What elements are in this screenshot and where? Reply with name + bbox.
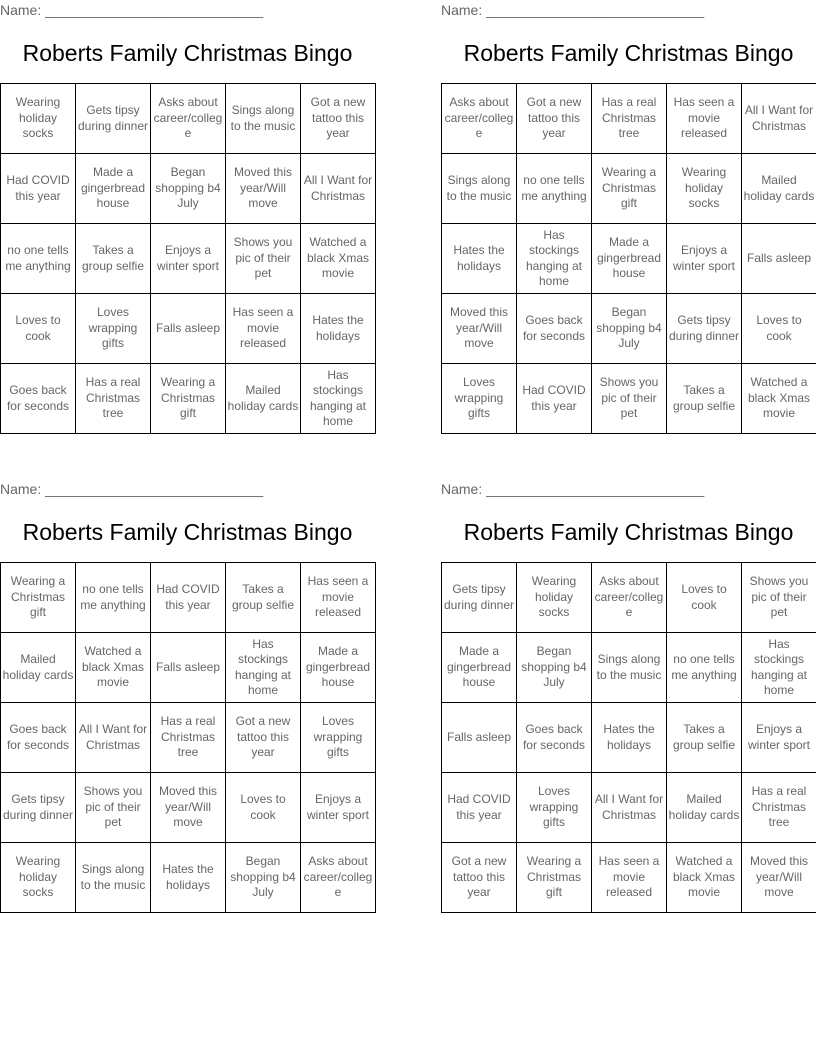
bingo-cell-text: Shows you pic of their pet: [83, 784, 143, 830]
bingo-cell-text: Shows you pic of their pet: [233, 235, 293, 281]
name-field-label: Name: ____________________________: [0, 481, 264, 497]
bingo-cell: [442, 294, 517, 364]
bingo-cell-text: Asks about career/college: [303, 854, 373, 900]
bingo-cell: [517, 84, 592, 154]
bingo-cell-text: Hates the holidays: [162, 862, 214, 892]
bingo-cell-text: Made a gingerbread house: [305, 644, 371, 690]
bingo-cell: [226, 563, 301, 633]
bingo-cell-text: Has a real Christmas tree: [601, 95, 657, 141]
bingo-cell: [76, 84, 151, 154]
bingo-cell: [442, 843, 517, 913]
bingo-cell: [76, 224, 151, 294]
bingo-cell-text: Enjoys a winter sport: [747, 722, 811, 752]
bingo-cell: [1, 773, 76, 843]
bingo-cell-text: Shows you pic of their pet: [749, 574, 809, 620]
bingo-cell-text: Hates the holidays: [453, 243, 505, 273]
bingo-cell-text: Mailed holiday cards: [227, 383, 299, 413]
bingo-cell: [592, 84, 667, 154]
bingo-cell: [517, 224, 592, 294]
bingo-cell-text: no one tells me anything: [5, 243, 71, 273]
bingo-cell-text: Has seen a movie released: [307, 574, 369, 620]
bingo-cell-text: Takes a group selfie: [231, 582, 295, 612]
bingo-cell-text: All I Want for Christmas: [78, 722, 148, 752]
bingo-cell-text: Gets tipsy during dinner: [668, 313, 740, 343]
bingo-cell: [742, 294, 816, 364]
bingo-cell-text: Takes a group selfie: [81, 243, 145, 273]
bingo-cell-text: Began shopping b4 July: [155, 165, 221, 211]
bingo-cell: [226, 633, 301, 703]
bingo-cell-text: Has stockings hanging at home: [750, 636, 808, 697]
bingo-cell: [76, 703, 151, 773]
bingo-cell: [742, 364, 816, 434]
bingo-cell: [517, 773, 592, 843]
bingo-cell: [592, 154, 667, 224]
bingo-cell: [226, 224, 301, 294]
bingo-cell: [592, 364, 667, 434]
bingo-cell: [76, 563, 151, 633]
bingo-cell-text: Has a real Christmas tree: [85, 375, 141, 421]
bingo-cell: [742, 633, 816, 703]
bingo-cell-text: Wearing holiday socks: [531, 574, 577, 620]
bingo-cell: [1, 703, 76, 773]
bingo-cell-text: Enjoys a winter sport: [306, 792, 370, 822]
bingo-cell: [442, 84, 517, 154]
bingo-cell: [742, 703, 816, 773]
bingo-grid: [441, 562, 816, 913]
bingo-cell: [742, 563, 816, 633]
bingo-cell-text: All I Want for Christmas: [303, 173, 373, 203]
bingo-cell-text: Takes a group selfie: [672, 383, 736, 413]
bingo-cell: [517, 633, 592, 703]
bingo-cell-text: Falls asleep: [155, 659, 221, 674]
bingo-cell: [592, 843, 667, 913]
bingo-cell: [667, 633, 742, 703]
bingo-cell-text: Goes back for seconds: [522, 313, 586, 343]
bingo-cell-text: Has seen a movie released: [673, 95, 735, 141]
bingo-cell-text: Sings along to the music: [230, 103, 296, 133]
bingo-cell: [592, 633, 667, 703]
bingo-cell: [517, 703, 592, 773]
bingo-cell-text: Loves to cook: [240, 792, 286, 822]
bingo-cell: [1, 84, 76, 154]
bingo-cell-text: Had COVID this year: [522, 383, 586, 413]
bingo-cell-text: Sings along to the music: [596, 652, 662, 682]
bingo-cell-text: All I Want for Christmas: [594, 792, 664, 822]
bingo-cell-text: Wearing holiday socks: [15, 95, 61, 141]
bingo-cell: [226, 843, 301, 913]
bingo-cell-text: Enjoys a winter sport: [672, 243, 736, 273]
bingo-cell: [667, 843, 742, 913]
bingo-cell-text: Asks about career/college: [153, 95, 223, 141]
card-title: Roberts Family Christmas Bingo: [22, 519, 353, 545]
bingo-cell-text: Loves wrapping gifts: [529, 784, 579, 830]
bingo-cell: [226, 364, 301, 434]
bingo-cell-text: Got a new tattoo this year: [526, 95, 582, 141]
bingo-cell-text: Began shopping b4 July: [596, 305, 662, 351]
bingo-cell: [517, 154, 592, 224]
bingo-cell-text: Had COVID this year: [6, 173, 70, 203]
bingo-cell: [667, 364, 742, 434]
bingo-cell-text: Has a real Christmas tree: [751, 784, 807, 830]
bingo-cell-text: Goes back for seconds: [6, 383, 70, 413]
bingo-cell: [151, 633, 226, 703]
bingo-cell: [301, 773, 376, 843]
bingo-cell-text: All I Want for Christmas: [744, 103, 814, 133]
bingo-cell: [742, 843, 816, 913]
bingo-cell: [742, 224, 816, 294]
bingo-cell: [301, 843, 376, 913]
bingo-cell: [151, 224, 226, 294]
bingo-cell: [742, 154, 816, 224]
bingo-cell-text: Shows you pic of their pet: [599, 375, 659, 421]
bingo-cell: [301, 154, 376, 224]
name-field-label: Name: ____________________________: [441, 481, 705, 497]
card-title: Roberts Family Christmas Bingo: [463, 40, 794, 66]
bingo-cell: [76, 364, 151, 434]
bingo-cell-text: Made a gingerbread house: [80, 165, 146, 211]
bingo-cell: [301, 703, 376, 773]
bingo-cell: [76, 294, 151, 364]
bingo-cell: [667, 563, 742, 633]
bingo-cell: [76, 843, 151, 913]
bingo-cell-text: Asks about career/college: [594, 574, 664, 620]
bingo-cell-text: Got a new tattoo this year: [235, 714, 291, 760]
bingo-cell-text: no one tells me anything: [80, 582, 146, 612]
bingo-cell: [517, 563, 592, 633]
bingo-cell: [667, 154, 742, 224]
bingo-cell: [301, 294, 376, 364]
card-title: Roberts Family Christmas Bingo: [463, 519, 794, 545]
bingo-cell: [151, 563, 226, 633]
bingo-cell-text: Made a gingerbread house: [446, 644, 512, 690]
bingo-cell: [592, 773, 667, 843]
bingo-cell-text: no one tells me anything: [671, 652, 737, 682]
bingo-cell-text: Hates the holidays: [603, 722, 655, 752]
bingo-cell: [1, 154, 76, 224]
bingo-cell-text: Had COVID this year: [447, 792, 511, 822]
bingo-cell-text: Had COVID this year: [156, 582, 220, 612]
bingo-cell: [151, 364, 226, 434]
bingo-cell-text: Wearing a Christmas gift: [160, 375, 216, 421]
bingo-cell: [592, 294, 667, 364]
bingo-cell-text: Watched a black Xmas movie: [672, 854, 736, 900]
bingo-cell-text: Gets tipsy during dinner: [77, 103, 149, 133]
bingo-cell: [667, 773, 742, 843]
bingo-cell-text: Wearing a Christmas gift: [601, 165, 657, 211]
bingo-cell: [592, 224, 667, 294]
bingo-cell-text: Has stockings hanging at home: [525, 227, 583, 288]
bingo-cell-text: Loves wrapping gifts: [313, 714, 363, 760]
bingo-cell-text: no one tells me anything: [521, 173, 587, 203]
bingo-cell: [1, 294, 76, 364]
bingo-cell: [151, 84, 226, 154]
bingo-cell: [442, 154, 517, 224]
bingo-cell-text: Began shopping b4 July: [521, 644, 587, 690]
bingo-cell: [667, 84, 742, 154]
bingo-cell-text: Wearing a Christmas gift: [526, 854, 582, 900]
bingo-cell: [592, 703, 667, 773]
bingo-cell-text: Hates the holidays: [312, 313, 364, 343]
bingo-cell: [1, 633, 76, 703]
bingo-cell: [1, 364, 76, 434]
bingo-cell: [442, 364, 517, 434]
bingo-grid: [441, 83, 816, 434]
bingo-cell-text: Loves wrapping gifts: [454, 375, 504, 421]
bingo-cell: [226, 84, 301, 154]
bingo-cell-text: Has a real Christmas tree: [160, 714, 216, 760]
bingo-cell: [1, 563, 76, 633]
bingo-cell-text: Moved this year/Will move: [233, 165, 293, 211]
bingo-cell: [742, 773, 816, 843]
bingo-cell-text: Loves wrapping gifts: [88, 305, 138, 351]
bingo-cell-text: Moved this year/Will move: [449, 305, 509, 351]
bingo-cell: [742, 84, 816, 154]
bingo-cell-text: Mailed holiday cards: [668, 792, 740, 822]
bingo-cell-text: Loves to cook: [681, 582, 727, 612]
bingo-cell-text: Moved this year/Will move: [749, 854, 809, 900]
bingo-cell: [151, 843, 226, 913]
bingo-cell: [226, 773, 301, 843]
bingo-grid: [0, 83, 376, 434]
name-field-label: Name: ____________________________: [0, 2, 264, 18]
bingo-cell-text: Made a gingerbread house: [596, 235, 662, 281]
bingo-cell-text: Takes a group selfie: [672, 722, 736, 752]
bingo-cell: [226, 154, 301, 224]
bingo-cell-text: Falls asleep: [746, 250, 812, 265]
bingo-cell-text: Watched a black Xmas movie: [81, 644, 145, 690]
bingo-cell-text: Watched a black Xmas movie: [747, 375, 811, 421]
bingo-cell-text: Wearing holiday socks: [681, 165, 727, 211]
bingo-cell-text: Loves to cook: [756, 313, 802, 343]
bingo-cell: [442, 224, 517, 294]
bingo-cell: [517, 843, 592, 913]
bingo-cell-text: Loves to cook: [15, 313, 61, 343]
name-field-label: Name: ____________________________: [441, 2, 705, 18]
bingo-cell: [667, 703, 742, 773]
bingo-cell-text: Has seen a movie released: [232, 305, 294, 351]
bingo-cell-text: Watched a black Xmas movie: [306, 235, 370, 281]
bingo-cell-text: Has stockings hanging at home: [234, 636, 292, 697]
bingo-cell: [301, 633, 376, 703]
bingo-cell: [301, 563, 376, 633]
bingo-cell-text: Began shopping b4 July: [230, 854, 296, 900]
bingo-cell-text: Asks about career/college: [444, 95, 514, 141]
bingo-cell-text: Gets tipsy during dinner: [443, 582, 515, 612]
bingo-cell: [442, 633, 517, 703]
bingo-cell: [76, 773, 151, 843]
bingo-cell-text: Enjoys a winter sport: [156, 243, 220, 273]
bingo-cell: [442, 773, 517, 843]
bingo-cell: [151, 294, 226, 364]
bingo-cell: [76, 154, 151, 224]
bingo-cell: [442, 563, 517, 633]
bingo-cell-text: Got a new tattoo this year: [310, 95, 366, 141]
bingo-grid: [0, 562, 376, 913]
bingo-cell-text: Mailed holiday cards: [743, 173, 815, 203]
bingo-cell: [442, 703, 517, 773]
bingo-cell: [592, 563, 667, 633]
card-title: Roberts Family Christmas Bingo: [22, 40, 353, 66]
bingo-cell-text: Sings along to the music: [80, 862, 146, 892]
bingo-cell-text: Gets tipsy during dinner: [2, 792, 74, 822]
bingo-cell: [517, 294, 592, 364]
bingo-cell: [151, 773, 226, 843]
bingo-cell: [517, 364, 592, 434]
bingo-cell-text: Has seen a movie released: [598, 854, 660, 900]
bingo-cell: [667, 294, 742, 364]
bingo-cell-text: Falls asleep: [155, 320, 221, 335]
bingo-cell: [667, 224, 742, 294]
bingo-cell: [76, 633, 151, 703]
bingo-cell-text: Got a new tattoo this year: [451, 854, 507, 900]
bingo-cell-text: Has stockings hanging at home: [309, 367, 367, 428]
bingo-cell-text: Moved this year/Will move: [158, 784, 218, 830]
bingo-cell: [301, 364, 376, 434]
bingo-cell: [1, 224, 76, 294]
bingo-cell-text: Wearing holiday socks: [15, 854, 61, 900]
bingo-cell: [1, 843, 76, 913]
bingo-cell: [151, 154, 226, 224]
bingo-cell: [151, 703, 226, 773]
bingo-cell-text: Wearing a Christmas gift: [10, 574, 66, 620]
bingo-cell: [301, 224, 376, 294]
bingo-cell: [226, 703, 301, 773]
bingo-cell-text: Falls asleep: [446, 729, 512, 744]
bingo-cell: [301, 84, 376, 154]
bingo-cell-text: Mailed holiday cards: [2, 652, 74, 682]
bingo-cell: [226, 294, 301, 364]
bingo-cell-text: Goes back for seconds: [6, 722, 70, 752]
bingo-cell-text: Sings along to the music: [446, 173, 512, 203]
bingo-cell-text: Goes back for seconds: [522, 722, 586, 752]
